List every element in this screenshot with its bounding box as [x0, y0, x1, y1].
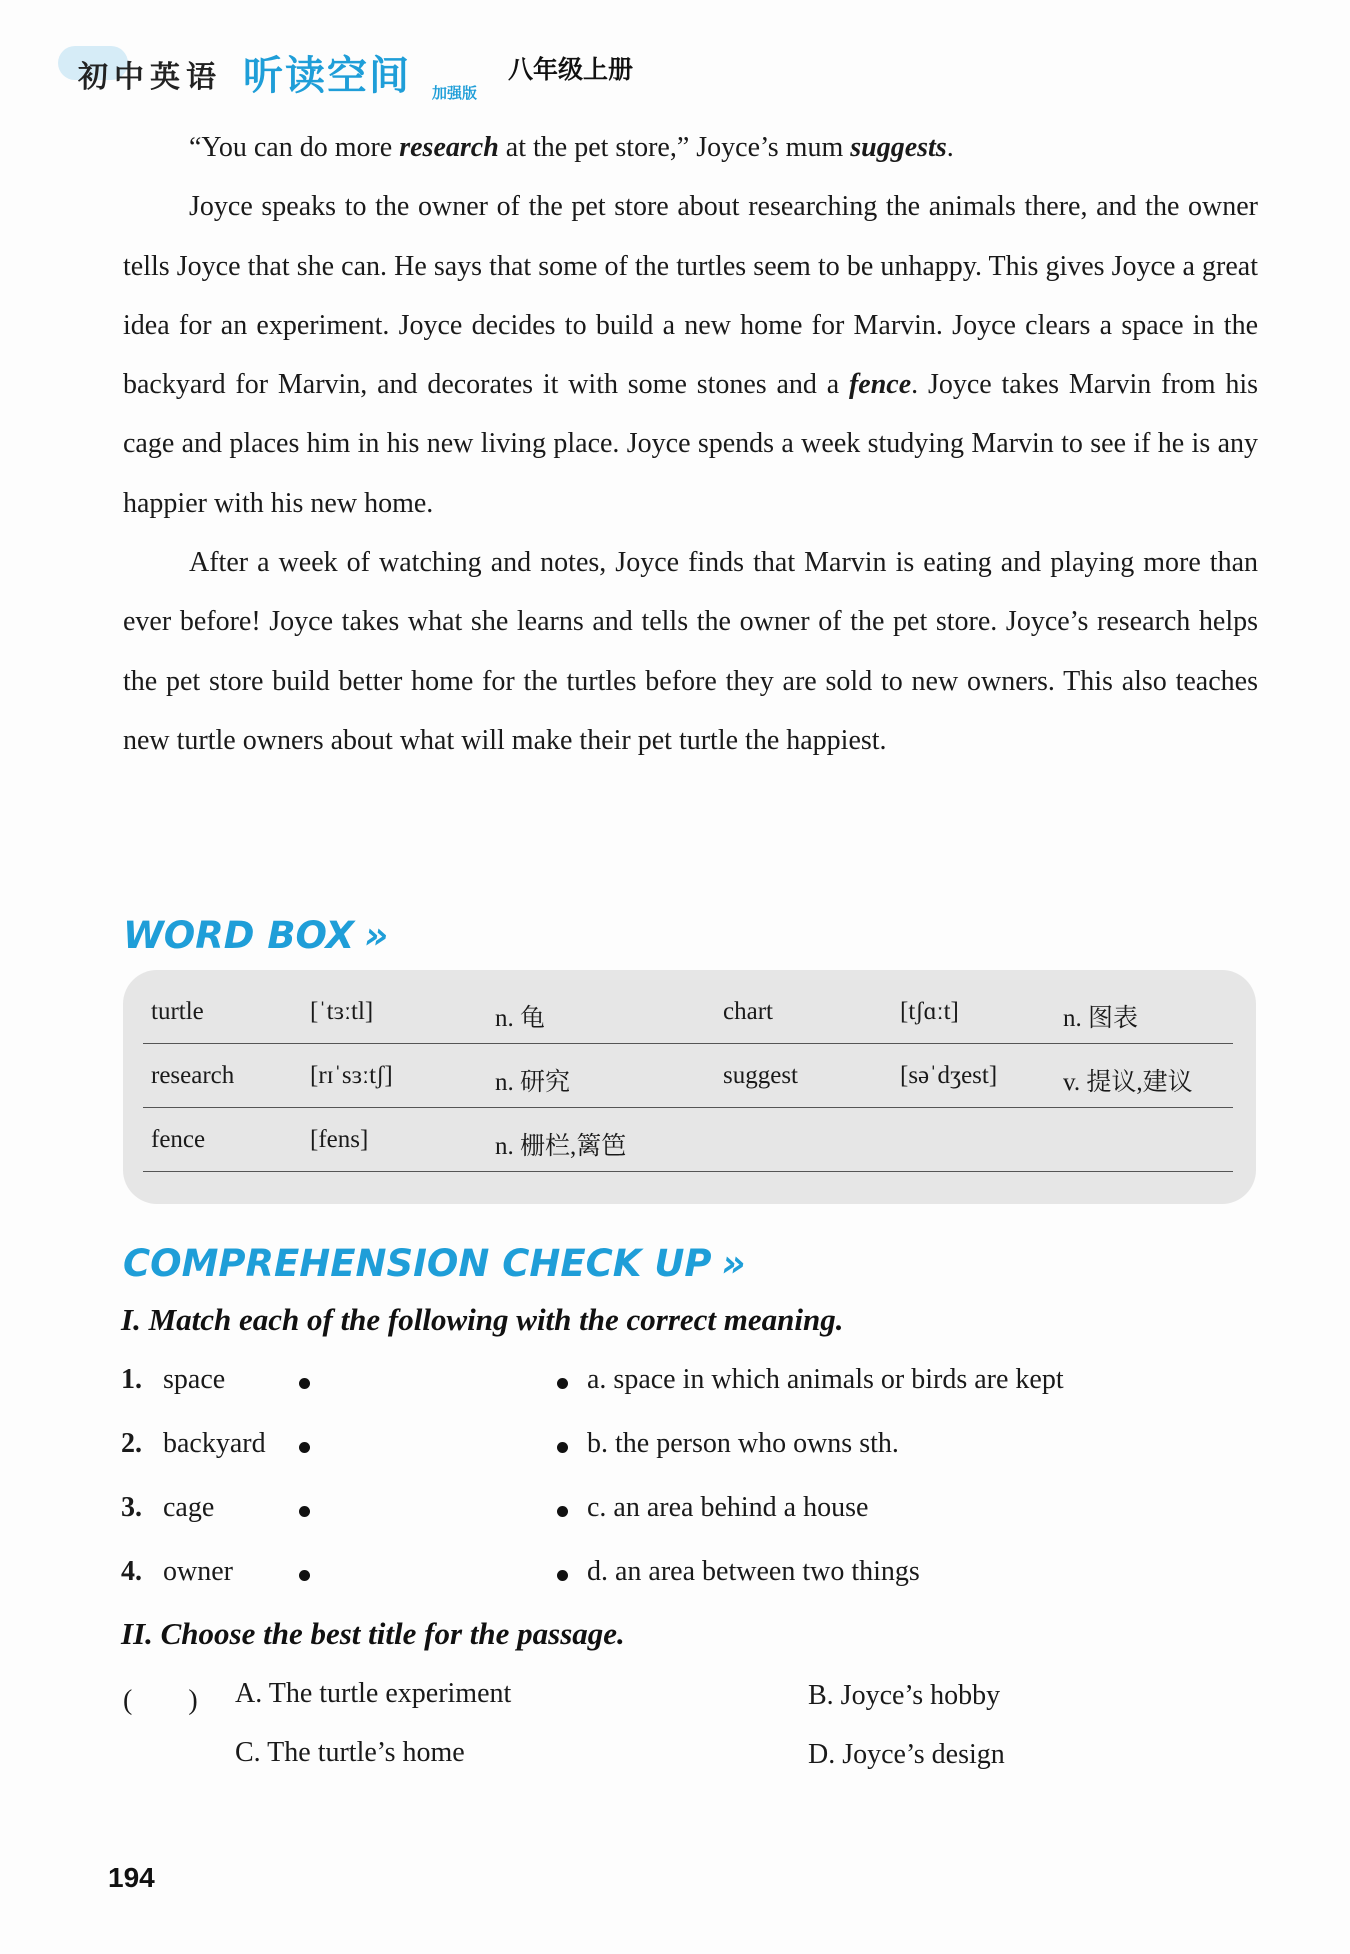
match-dot[interactable] [557, 1570, 568, 1581]
word-box-row [143, 1108, 1233, 1172]
match-dot[interactable] [557, 1442, 568, 1453]
double-chevron-icon: » [721, 1242, 746, 1285]
word-box [123, 970, 1256, 1204]
text-run: at the pet store,” Joyce’s mum [498, 132, 851, 163]
item-number: 4. [121, 1556, 142, 1587]
text-run: “You can do more [189, 132, 400, 163]
match-term: backyard [163, 1428, 266, 1459]
option-d[interactable]: D. Joyce’s design [808, 1739, 1005, 1770]
match-definition: a. space in which animals or birds are kept [587, 1364, 1064, 1395]
match-term: space [163, 1364, 226, 1395]
double-chevron-icon: » [364, 914, 389, 957]
grade-label: 八年级上册 [508, 55, 634, 84]
meaning: n. 研究 [495, 1069, 571, 1096]
series-title: 初中英语 [78, 60, 222, 95]
match-item [121, 1364, 1221, 1404]
brand-logo: 听读空间 [243, 53, 411, 99]
edition-label: 加强版 [432, 84, 478, 102]
match-dot[interactable] [299, 1442, 310, 1453]
section-title-text: WORD BOX [123, 914, 355, 957]
section-title-text: COMPREHENSION CHECK UP [123, 1242, 712, 1285]
option-a[interactable]: A. The turtle experiment [235, 1678, 512, 1709]
page-number: 194 [108, 1862, 155, 1893]
answer-blank[interactable]: ( ) [123, 1685, 198, 1716]
match-definition: d. an area between two things [587, 1556, 920, 1587]
match-dot[interactable] [299, 1506, 310, 1517]
word: research [151, 1062, 235, 1089]
text-run: Joyce speaks to the owner of the pet store about researching the animals there, and the owner tells Joyce that she can. He says that some of the turtles seem to be unhappy. This gives Joyce a great idea for an experiment. Joyce decides to build a new home for Marvin. Joyce clears a space in the backyard for Marvin, and decorates it with some stones and a [123, 191, 1258, 401]
match-term: owner [163, 1556, 233, 1587]
match-item [121, 1428, 1221, 1468]
word: turtle [151, 998, 204, 1025]
match-item [121, 1492, 1221, 1532]
match-definition: c. an area behind a house [587, 1492, 869, 1523]
text-run: . Joyce takes Marvin from his cage and places him in his new living place. Joyce spends a week studying Marvin to see if he is any happier with his new home. [123, 369, 1258, 519]
match-dot[interactable] [299, 1570, 310, 1581]
paragraph [123, 177, 1258, 533]
meaning: n. 图表 [1063, 1005, 1139, 1032]
word-box-row [143, 1044, 1233, 1108]
match-item [121, 1556, 1221, 1596]
match-definition: b. the person who owns sth. [587, 1428, 899, 1459]
pronunciation: [ˈtɜːtl] [310, 998, 374, 1025]
pronunciation: [rɪˈsɜːtʃ] [310, 1062, 393, 1089]
word-box-row [143, 980, 1233, 1044]
match-dot[interactable] [557, 1378, 568, 1389]
paragraph [123, 118, 1258, 177]
pronunciation: [səˈdʒest] [900, 1062, 998, 1089]
vocab-word: fence [848, 369, 912, 401]
exercise-heading: I. Match each of the following with the correct meaning. [121, 1302, 844, 1337]
option-b[interactable]: B. Joyce’s hobby [808, 1680, 1001, 1711]
vocab-word: suggests [850, 132, 947, 163]
pronunciation: [tʃɑːt] [900, 998, 959, 1025]
word: chart [723, 998, 773, 1025]
item-number: 1. [121, 1364, 142, 1395]
meaning: v. 提议,建议 [1063, 1069, 1193, 1096]
exercise-heading: II. Choose the best title for the passage. [121, 1616, 625, 1651]
word-box-title [123, 914, 388, 957]
match-term: cage [163, 1492, 215, 1523]
match-dot[interactable] [557, 1506, 568, 1517]
pronunciation: [fens] [310, 1126, 369, 1153]
item-number: 2. [121, 1428, 142, 1459]
option-c[interactable]: C. The turtle’s home [235, 1737, 465, 1768]
comprehension-title [123, 1242, 746, 1285]
paragraph: After a week of watching and notes, Joyce finds that Marvin is eating and playing more than ever before! Joyce takes what she learns and tells the owner of the pet store. Joyce’s research helps the pet store build better home for the turtles before they are sold to new owners. This also teaches new turtle owners about what will make their pet turtle the happiest. [123, 547, 1258, 756]
page-header [58, 34, 958, 104]
item-number: 3. [121, 1492, 142, 1523]
vocab-word: research [399, 132, 499, 163]
match-dot[interactable] [299, 1378, 310, 1389]
text-run: . [946, 132, 954, 163]
word: suggest [723, 1062, 798, 1089]
meaning: n. 龟 [495, 1005, 546, 1032]
reading-passage [123, 118, 1258, 770]
word: fence [151, 1126, 206, 1153]
meaning: n. 栅栏,篱笆 [495, 1133, 627, 1160]
